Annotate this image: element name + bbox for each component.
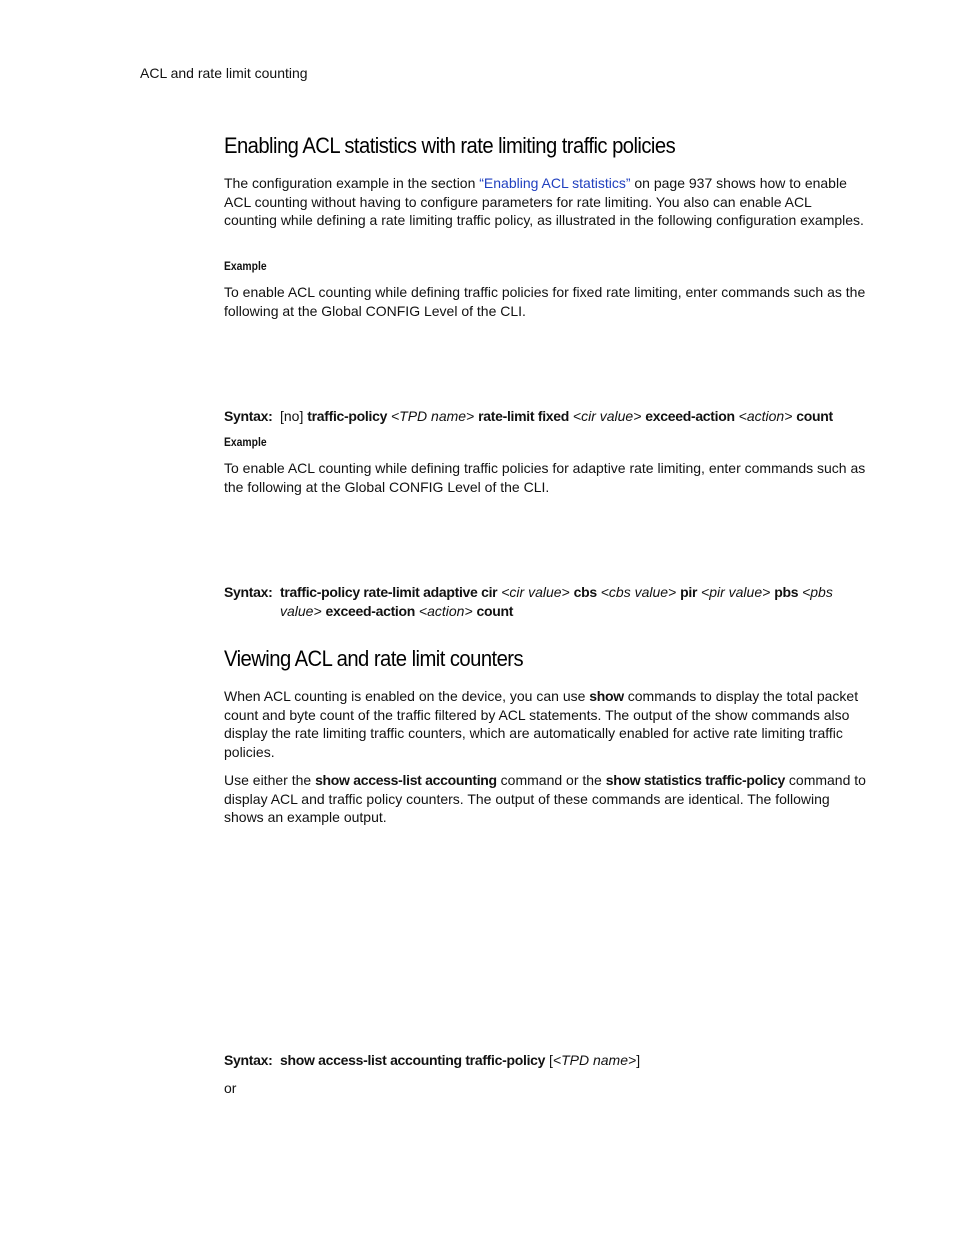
viewing-para-1	[224, 687, 868, 762]
syntax-label: Syntax:	[224, 584, 273, 600]
syn-show-accounting-cmd: show access-list accounting traffic-policy	[280, 1052, 546, 1068]
para1-start: When ACL counting is enabled on the device, you can use	[224, 688, 590, 704]
para2-a: Use either the	[224, 772, 316, 788]
syntax-show-body	[280, 1051, 868, 1070]
section-heading-rate-limiting: Enabling ACL statistics with rate limiting traffic policies	[224, 133, 676, 158]
syntax-fixed-rate	[224, 407, 868, 426]
example-fixed-text: To enable ACL counting while defining traffic policies for fixed rate limiting, enter commands such as the following at the Global CONFIG Level of the CLI.	[224, 284, 866, 319]
para1-show-cmd: show	[589, 688, 624, 704]
para2-cmd-statistics: show statistics traffic-policy	[605, 772, 786, 788]
syntax-adaptive-rate	[224, 583, 868, 620]
syntax-show-accounting	[224, 1051, 868, 1070]
para2-cmd-accounting: show access-list accounting	[315, 772, 497, 788]
intro-paragraph	[224, 174, 868, 230]
syntax-adaptive-body	[280, 583, 868, 620]
syn-rate-limit-fixed: rate-limit fixed	[478, 408, 570, 424]
syn-cir-value: <cir value>	[497, 584, 574, 600]
syn-cbs-value: <cbs value>	[596, 584, 681, 600]
syn-tpd-name: <TPD name>	[552, 1052, 637, 1068]
syn-cbs: cbs	[573, 584, 597, 600]
syn-action: <action>	[734, 408, 797, 424]
syn-pir: pir	[680, 584, 698, 600]
syntax-label: Syntax:	[224, 408, 273, 424]
syn-tpd-name: <TPD name>	[387, 408, 479, 424]
syn-bracket-close: ]	[636, 1052, 641, 1068]
running-header: ACL and rate limit counting	[140, 65, 308, 81]
syn-action: <action>	[415, 602, 477, 619]
syn-exceed-action: exceed-action	[645, 408, 735, 424]
syntax-fixed-body	[280, 407, 868, 426]
syn-count: count	[796, 408, 833, 424]
para2-b: command or the	[496, 772, 606, 788]
syn-pbs-value: <pbs value>	[280, 584, 833, 619]
syn-exceed-action: exceed-action	[325, 602, 416, 619]
syn-count: count	[476, 602, 514, 619]
example-adaptive-text: To enable ACL counting while defining traffic policies for adaptive rate limiting, enter commands such as the following at the Global CONFIG Level of the CLI.	[224, 460, 866, 495]
intro-text-end: on page 937 shows how to enable ACL counting without having to configure parameters for rate limiting. You also can enable ACL counting while defining a rate limiting traffic policy, as illustrated in the following configuration examples.	[224, 175, 864, 229]
syn-traffic-policy: traffic-policy	[307, 408, 388, 424]
example-label-fixed: Example	[224, 261, 267, 273]
syn-pbs: pbs	[774, 584, 799, 600]
syn-pir-value: <pir value>	[697, 584, 775, 600]
intro-text-start: The configuration example in the section	[224, 175, 480, 191]
syn-bracket-open: [	[545, 1052, 553, 1068]
enabling-acl-statistics-link[interactable]: “Enabling ACL statistics”	[479, 175, 631, 191]
syn-adaptive-cir: traffic-policy rate-limit adaptive cir	[280, 584, 498, 600]
syn-cir-value: <cir value>	[569, 408, 646, 424]
viewing-para-2	[224, 771, 868, 827]
or-text: or	[224, 1080, 237, 1096]
section-heading-viewing-counters: Viewing ACL and rate limit counters	[224, 646, 524, 671]
syn-no: [no]	[280, 408, 308, 424]
example-label-adaptive: Example	[224, 437, 267, 449]
syntax-label: Syntax:	[224, 1052, 273, 1068]
para1-end: commands to display the total packet count and byte count of the traffic filtered by ACL statements. The output of the show commands also display the rate limiting traffic counters, which are automatically enabled for active rate limiting traffic policies.	[224, 688, 859, 761]
para2-c: command to display ACL and traffic policy counters. The output of these commands are identical. The following shows an example output.	[224, 772, 866, 826]
